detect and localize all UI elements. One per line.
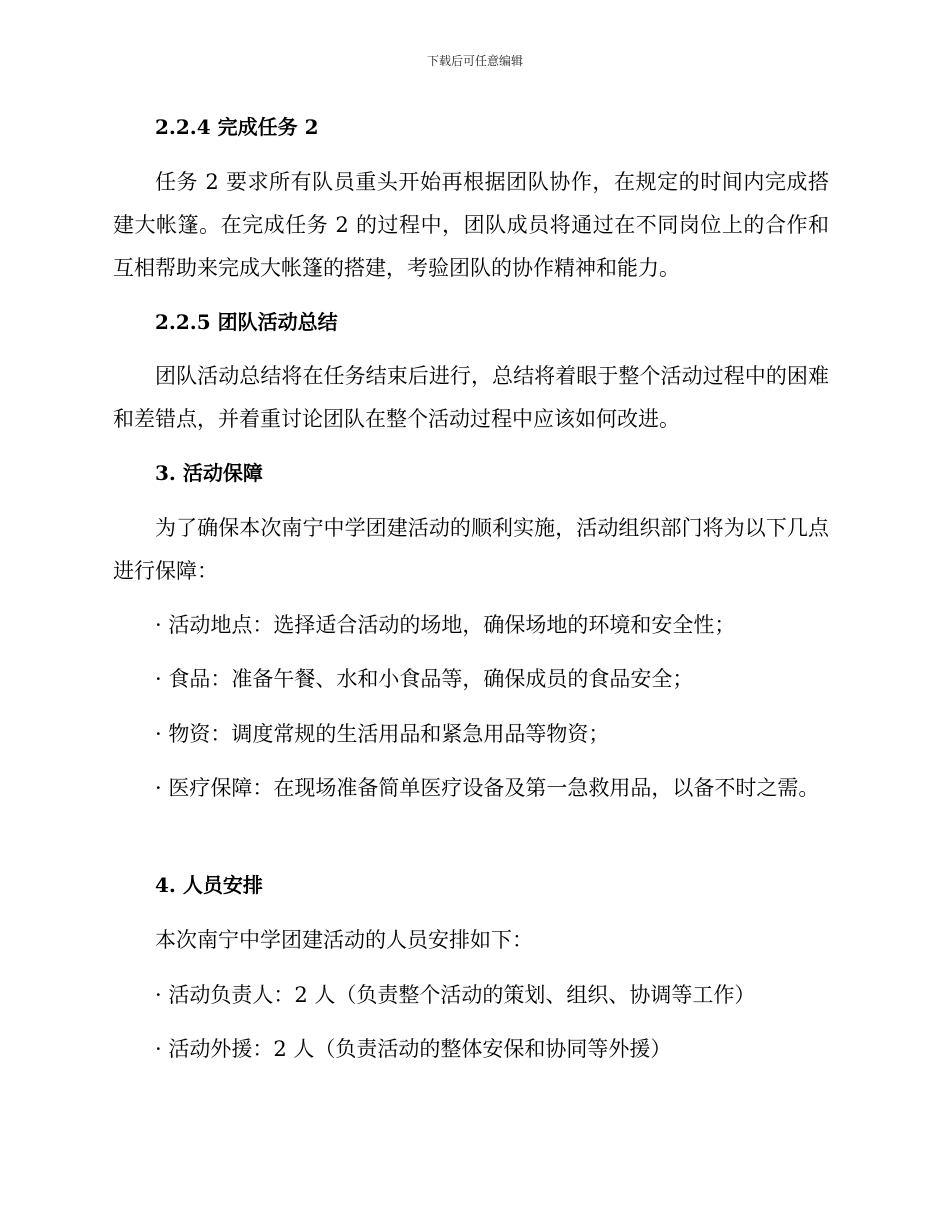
section-paragraph-3: 为了确保本次南宁中学团建活动的顺利实施，活动组织部门将为以下几点进行保障：: [113, 516, 829, 583]
list-item: · 活动负责人：2 人（负责整个活动的策划、组织、协调等工作）: [155, 983, 756, 1007]
list-item: · 活动外援：2 人（负责活动的整体安保和协同等外援）: [155, 1037, 672, 1061]
list-item: · 食品：准备午餐、水和小食品等，确保成员的食品安全；: [155, 667, 694, 691]
section-paragraph-4: 本次南宁中学团建活动的人员安排如下：: [155, 928, 533, 952]
list-item: · 物资：调度常规的生活用品和紧急用品等物资；: [155, 722, 610, 746]
section-paragraph-2-2-5: 团队活动总结将在任务结束后进行，总结将着眼于整个活动过程中的困难和差错点，并着重讨论团队在整个活动过程中应该如何改进。: [113, 364, 829, 431]
section-paragraph-2-2-4: 任务 2 要求所有队员重头开始再根据团队协作，在规定的时间内完成搭建大帐篷。在完成任务 2 的过程中，团队成员将通过在不同岗位上的合作和互相帮助来完成大帐篷的搭建，考验团队的协作精神和能力。: [113, 170, 829, 280]
page-header: 下载后可任意编辑: [426, 54, 523, 68]
section-heading-2-2-5: 2.2.5 团队活动总结: [155, 310, 338, 334]
list-item: · 活动地点：选择适合活动的场地，确保场地的环境和安全性；: [155, 613, 736, 637]
section-heading-4: 4. 人员安排: [155, 873, 263, 897]
section-heading-3: 3. 活动保障: [155, 461, 263, 485]
list-item: · 医疗保障：在现场准备简单医疗设备及第一急救用品，以备不时之需。: [155, 776, 820, 800]
section-heading-2-2-4: 2.2.4 完成任务 2: [155, 115, 319, 139]
